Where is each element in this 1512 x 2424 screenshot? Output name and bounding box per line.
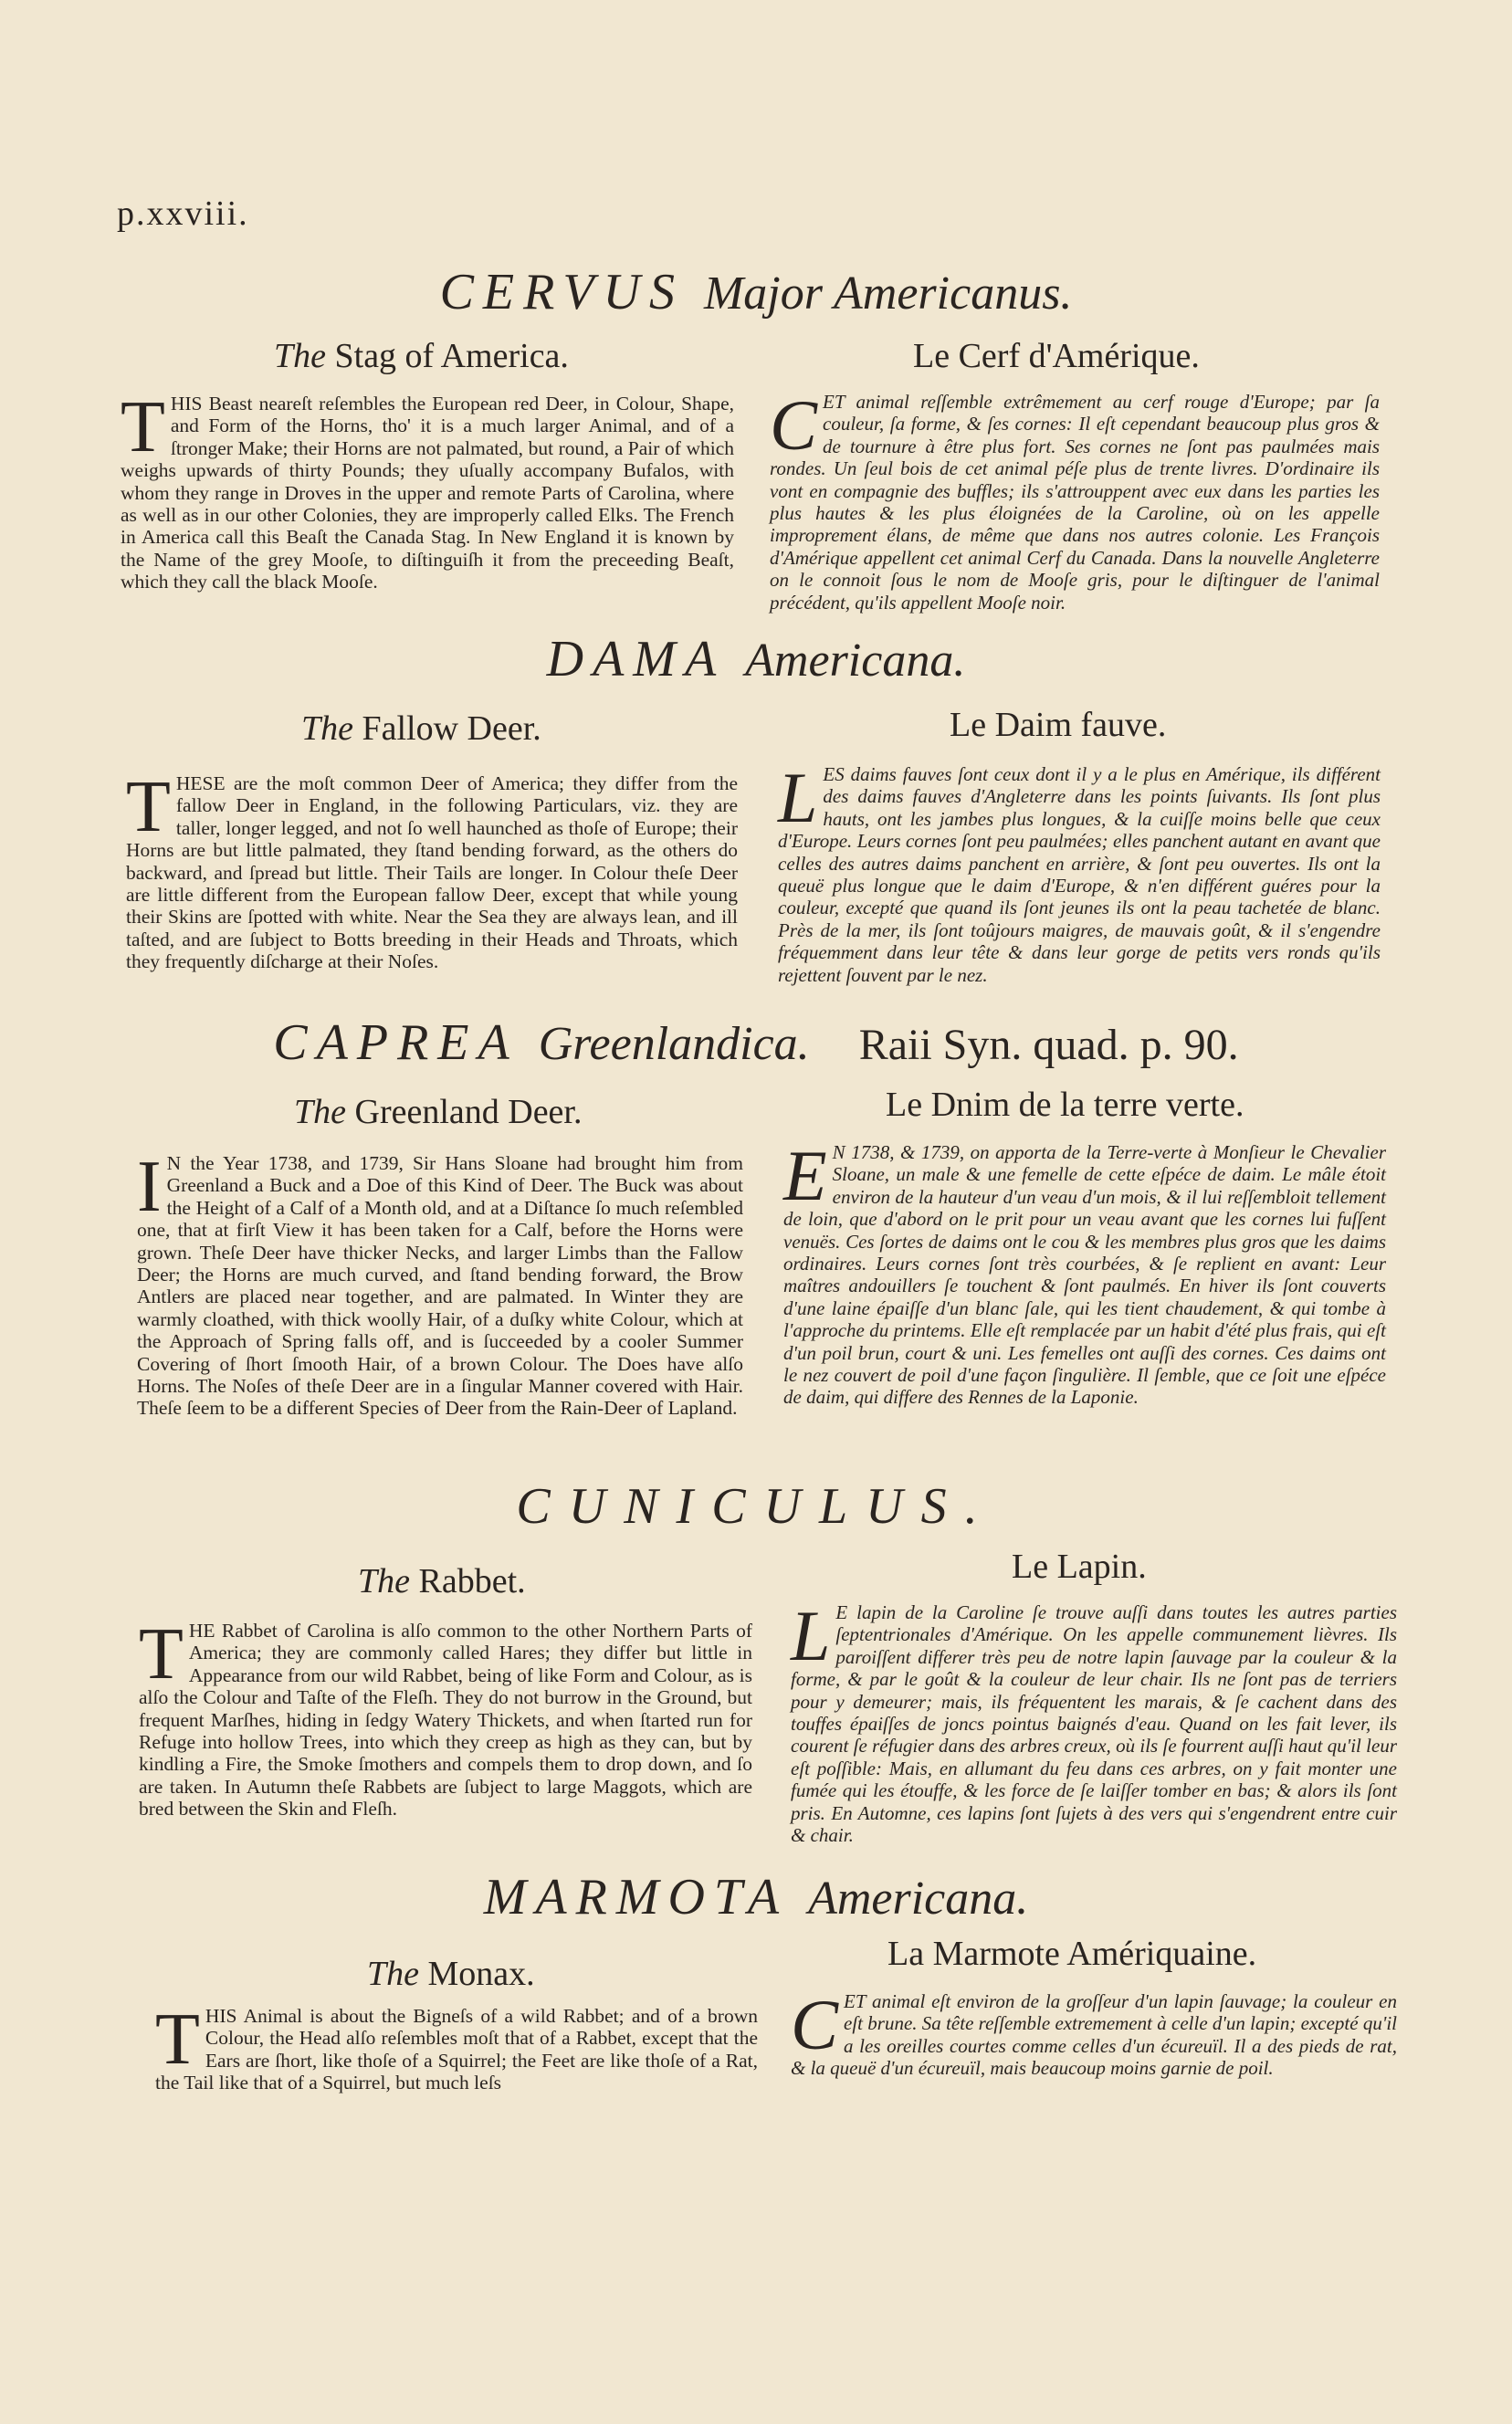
en-heading-article: The <box>301 709 353 748</box>
paragraph-text: N the Year 1738, and 1739, Sir Hans Sloane had brought him from Greenland a Buck and a Doe of this Kind of Deer. The Buck was about the Height of a Calf of a Month old, and at a Diſtance ſo much reſembled one, that at firſt View it has been taken for a Calf, before the Horns were grown. Theſe Deer have thicker Necks, and larger Limbs than the Fallow Deer; the Horns are much curved, and ſtand bending forward, the Brow Antlers are placed near together, and are palmated. In Winter they are warmly cloathed, with thick woolly Hair, of a duſky white Colour, which at the Approach of Spring falls off, and is ſucceeded by a cooler Summer Covering of ſhort ſmooth Hair, of a brown Colour. The Does have alſo Horns. The Noſes of theſe Deer are in a ſingular Manner covered with Hair. Theſe ſeem to be a different Species of Deer from the Rain-Deer of Lapland. <box>137 1152 743 1420</box>
drop-cap: T <box>155 1999 200 2080</box>
fr-paragraph-cerf <box>770 385 1380 614</box>
page-number: p.xxviii. <box>117 194 249 233</box>
paragraph-text: ET animal eſt environ de la groſſeur d'un lapin ſauvage; la couleur en eſt brune. Sa tête reſſemble extremement à celle d'un lapin; excepté qu'il a les oreilles courtes comme celles d'un écureuïl. Il a des pieds de rat, & la queuë d'un écureuïl, mais beaucoup moins garnie de poil. <box>791 1990 1397 2080</box>
paragraph-text: E lapin de la Caroline ſe trouve auſſi dans toutes les autres parties ſeptentrionales d'Amérique. On les appelle communement lièvres. Ils paroiſſent differer très peu de notre lapin ſauvage par la couleur & la forme, & par le goût & la couleur de leur chair. Ils ne ſont pas de terriers pour y demeurer; mais, ils fréquentent les marais, & ſe cachent dans des touffes épaiſſes de joncs pointus baignés d'eau. Quand on les fait lever, ils courent ſe réfugier dans des arbres creux, où ils ſe fourrent auſſi haut qu'il leur eſt poſſible: Mais, en allumant du feu dans ces arbres, on y fait monter une fumée qui les étouffe, & les force de ſe laiſſer tomber en bas; & alors ils ſont pris. En Automne, ces lapins ſont ſujets à des vers qui s'engendrent entre cuir & chair. <box>791 1601 1397 1847</box>
title-latin: MARMOTA <box>483 1869 789 1926</box>
paragraph-text: HE Rabbet of Carolina is alſo common to the other Northern Parts of America; they are commonly called Hares; they differ but little in Appearance from our wild Rabbet, being of like Form and Colour, as is alſo the Colour and Taſte of the Fleſh. They do not burrow in the Ground, but frequent Marſhes, hiding in ſedgy Watery Thickets, and when ſtarted run for Refuge into hollow Trees, into which they creep as high as they can, but by kindling a Fire, the Smoke ſmothers and compels them to drop down, and ſo are taken. In Autumn theſe Rabbets are ſubject to large Maggots, which are bred between the Skin and Fleſh. <box>139 1620 752 1821</box>
fr-heading-lapin: Le Lapin. <box>1012 1548 1147 1586</box>
title-latin-2: Greenlandica. <box>538 1018 810 1070</box>
en-heading-text: Greenland Deer. <box>354 1093 583 1131</box>
paragraph-text: ET animal reſſemble extrêmement au cerf rouge d'Europe; par ſa couleur, ſa forme, & ſes cornes: Il eſt cependant beaucoup plus gros & de tournure à être plus fort. Ses cornes ne ſont pas paulmées mais rondes. Un ſeul bois de cet animal péſe plus de trente livres. D'ordinaire ils vont en compagnie des buffles; ils s'attrouppent avec eux dans les parties les plus hautes & les plus éloignées de la Caroline, où on les appelle improprement élans, de même que dans nos autres colonie. Les François d'Amérique appellent cet animal Cerf du Canada. Dans la nouvelle Angleterre on le connoit ſous le nom de Mooſe gris, pour le diſtinguer de l'animal précédent, qu'ils appellent Mooſe noir. <box>770 391 1380 614</box>
section-title-cuniculus <box>0 1477 1512 1536</box>
en-heading-text: Fallow Deer. <box>362 709 541 748</box>
drop-cap: T <box>139 1614 184 1695</box>
fr-paragraph-daim <box>778 758 1381 986</box>
drop-cap: E <box>783 1136 827 1215</box>
drop-cap: L <box>791 1596 831 1675</box>
drop-cap: I <box>137 1147 162 1227</box>
paragraph-text: N 1738, & 1739, on apporta de la Terre-verte à Monſieur le Chevalier Sloane, un male & une femelle de cette eſpéce de daim. Le mâle étoit environ de la hauteur d'un veau d'un mois, & il lui reſſembloit tellement de loin, que d'abord on le prit pour un veau avant que les cornes lui fuſſent venuës. Ces ſortes de daims ont le cou & les membres plus gros que les daims ordinaires. Leurs cornes ſont très courbées, & ſe replient en avant: Leur maîtres andouillers ſe touchent & ſont paulmés. En hiver ils ſont couverts d'une laine épaiſſe d'un blanc ſale, qui les tient chaudement, & qui tombe à l'approche du printems. Elle eſt remplacée par un habit d'été plus frais, qui eſt d'un poil brun, court & uni. Les femelles ont auſſi des cornes. Ces daims ont le nez couvert de poil d'une façon ſingulière. Il ſemble, que ce ſoit une eſpéce de daim, qui differe des Rennes de la Laponie. <box>783 1141 1386 1409</box>
drop-cap: C <box>791 1985 839 2064</box>
fr-paragraph-marmote <box>791 1985 1397 2080</box>
fr-paragraph-lapin <box>791 1596 1397 1847</box>
en-heading-article: The <box>358 1562 410 1600</box>
en-paragraph-stag <box>121 387 734 593</box>
title-latin: CERVUS <box>439 264 684 320</box>
en-paragraph-fallow <box>126 767 738 973</box>
drop-cap: T <box>126 767 171 847</box>
en-heading-article: The <box>294 1093 346 1131</box>
en-paragraph-rabbet <box>139 1614 752 1821</box>
section-title-caprea <box>0 1013 1512 1072</box>
drop-cap: L <box>778 758 818 837</box>
en-heading-monax <box>367 1954 535 1994</box>
en-heading-greenland <box>294 1092 583 1132</box>
en-heading-article: The <box>274 337 326 375</box>
fr-heading-cerf: Le Cerf d'Amérique. <box>913 337 1200 375</box>
paragraph-text: HIS Animal is about the Bigneſs of a wild Rabbet; and of a brown Colour, the Head alſo reſembles moſt that of a Rabbet, except that the Ears are ſhort, like thoſe of a Squirrel; the Feet are like thoſe of a Rat, the Tail like that of a Squirrel, but much leſs <box>155 2005 758 2094</box>
en-paragraph-greenland <box>137 1147 743 1420</box>
title-latin-2: Major Americanus. <box>703 268 1073 320</box>
title-latin-2: Americana. <box>808 1873 1029 1925</box>
title-reference: Raii Syn. quad. p. 90. <box>858 1021 1239 1069</box>
fr-heading-daim: Le Daim fauve. <box>950 706 1167 744</box>
en-heading-text: Stag of America. <box>334 337 569 375</box>
title-latin-2: Americana. <box>745 635 966 687</box>
section-title-dama <box>0 630 1512 688</box>
paragraph-text: HESE are the moſt common Deer of America; they differ from the fallow Deer in England, in the following Particulars, viz. they are taller, longer legged, and not ſo well haunched as thoſe of Europe; their Horns are but little palmated, they ſtand bending forward, as the others do backward, and ſpread but little. Their Tails are longer. In Colour theſe Deer are little different from the European fallow Deer, except that while young their Skins are ſpotted with white. Near the Sea they are always lean, and ill taſted, and are ſubject to Botts breeding in their Heads and Throats, which they frequently diſcharge at their Noſes. <box>126 772 738 973</box>
title-latin: CAPREA <box>273 1014 519 1071</box>
en-heading-fallow <box>301 708 541 749</box>
drop-cap: C <box>770 385 818 465</box>
drop-cap: T <box>121 387 165 467</box>
paragraph-text: HIS Beast neareſt reſembles the European red Deer, in Colour, Shape, and Form of the Horns, tho' it is a much larger Animal, and of a ſtronger Make; their Horns are not palmated, but round, a Pair of which weighs upwards of thirty Pounds; they uſually accompany Bufalos, with whom they range in Droves in the upper and remote Parts of Carolina, where as well as in our other Colonies, they are improperly called Elks. The French in America call this Beaſt the Canada Stag. In New England it is known by the Name of the grey Mooſe, to diſtinguiſh it from the preceeding Beaſt, which they call the black Mooſe. <box>121 393 734 593</box>
en-heading-text: Monax. <box>427 1955 535 1993</box>
paragraph-text: ES daims fauves ſont ceux dont il y a le plus en Amérique, ils différent des daims fauves d'Angleterre dans les points ſuivants. Ils ſont plus hauts, ont les jambes plus longues, & la cuiſſe moins belle que ceux d'Europe. Leurs cornes ſont peu paulmées; elles panchent autant en avant que celles des autres daims panchent en arrière, & ſont peu ouvertes. Ils ont la queuë plus longue que le daim d'Europe, & n'en différent guéres pour la couleur, excepté que quand ils ſont jeunes ils ont la peau tachetée de blanc. Près de la mer, ils ſont toûjours maigres, de mauvais goût, & il s'engendre fréquemment dans leur tête & dans leur gorge de petits vers ronds qu'ils rejettent ſouvent par le nez. <box>778 763 1381 986</box>
title-latin: DAMA <box>546 631 726 687</box>
en-heading-rabbet <box>358 1561 526 1601</box>
en-heading-text: Rabbet. <box>418 1562 526 1600</box>
section-title-cervus <box>0 263 1512 321</box>
fr-paragraph-dnim <box>783 1136 1386 1409</box>
title-latin: CUNICULUS. <box>516 1478 996 1535</box>
fr-heading-marmote: La Marmote Amériquaine. <box>887 1935 1257 1973</box>
en-heading-article: The <box>367 1955 419 1993</box>
fr-heading-dnim: Le Dnim de la terre verte. <box>886 1086 1244 1124</box>
section-title-marmota <box>0 1868 1512 1926</box>
en-heading-stag <box>274 336 569 376</box>
en-paragraph-monax <box>155 1999 758 2094</box>
